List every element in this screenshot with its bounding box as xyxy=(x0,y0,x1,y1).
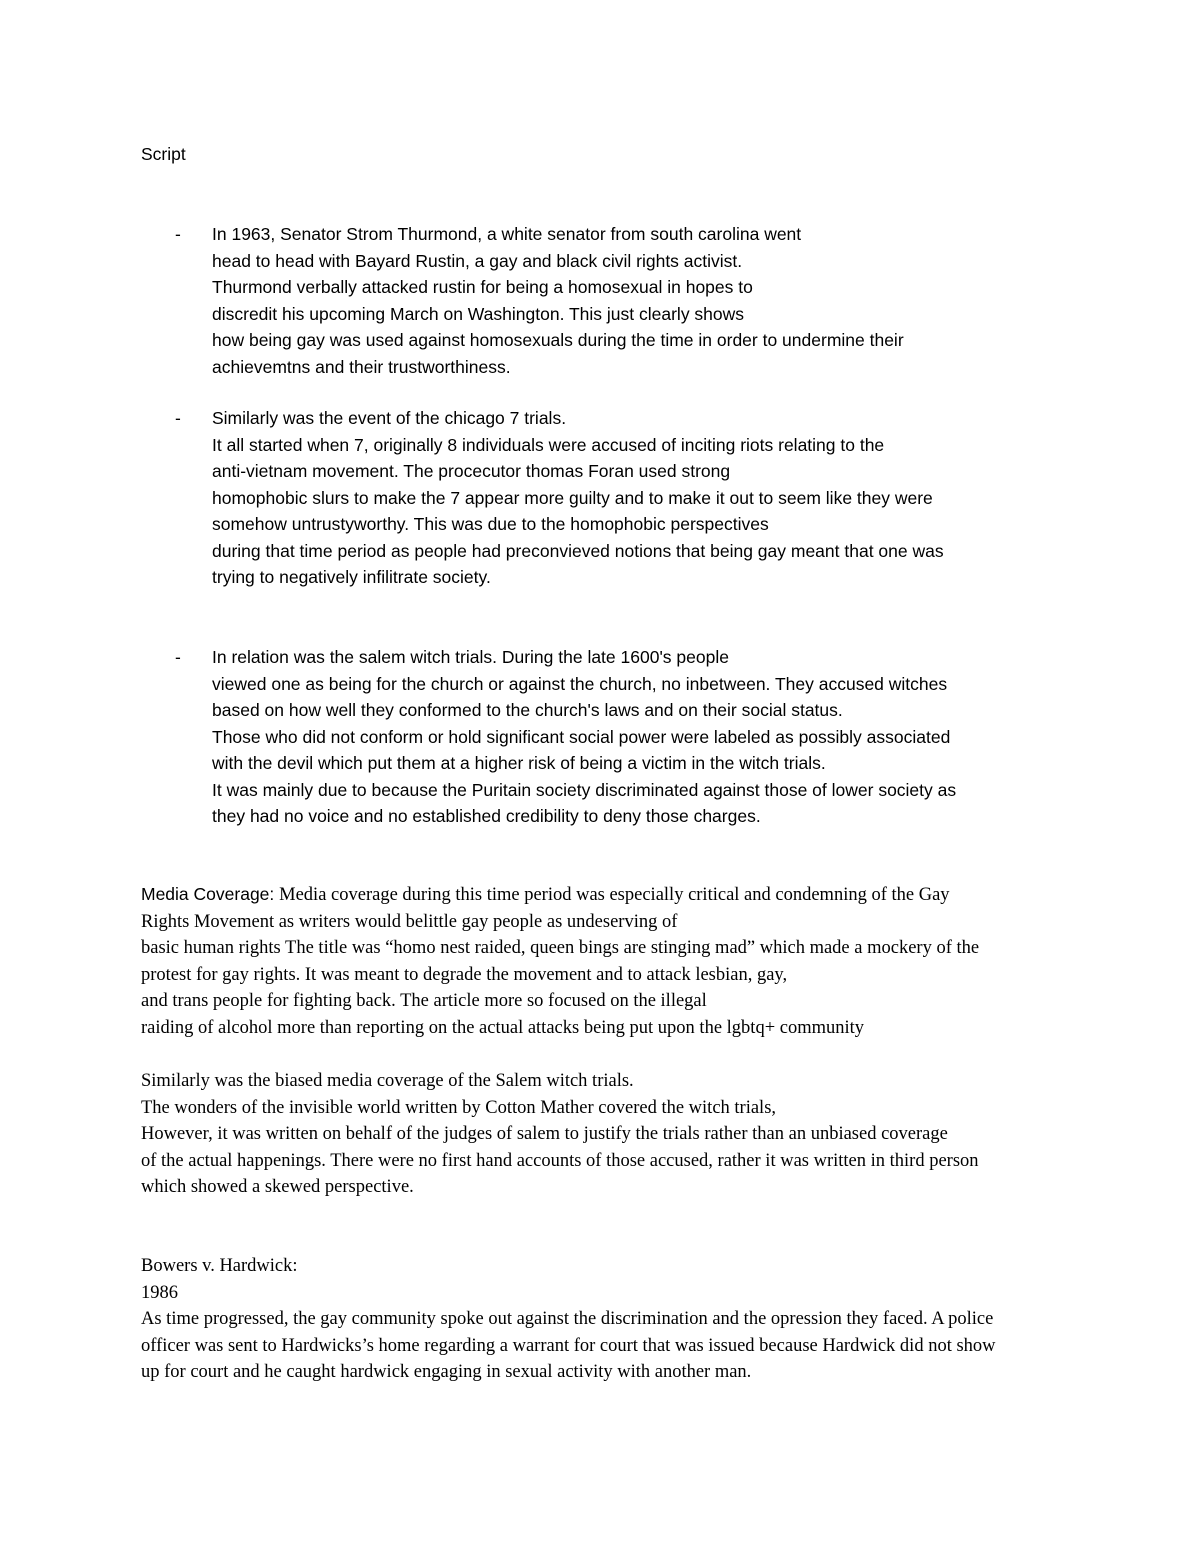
bullet-text xyxy=(212,221,904,380)
salem-media-paragraph xyxy=(141,1068,979,1201)
text-line: trying to negatively infilitrate society. xyxy=(212,567,491,587)
bowers-heading: Bowers v. Hardwick: xyxy=(141,1256,298,1276)
bullet-dash: - xyxy=(175,408,181,428)
text-line: Thurmond verbally attacked rustin for being a homosexual in hopes to xyxy=(212,277,753,297)
text-line: of the actual happenings. There were no first hand accounts of those accused, rather it was written in third person xyxy=(141,1150,979,1171)
text-line: which showed a skewed perspective. xyxy=(141,1177,414,1197)
text-line: anti-vietnam movement. The procecutor thomas Foran used strong xyxy=(212,461,731,481)
bullet-text xyxy=(212,644,956,830)
text-line: achievemtns and their trustworthiness. xyxy=(212,356,511,377)
text-line: It was mainly due to because the Puritain society discriminated against those of lower society as xyxy=(212,779,957,800)
document-title: Script xyxy=(141,144,186,164)
bowers-year: 1986 xyxy=(141,1282,178,1303)
text-line: they had no voice and no established credibility to deny those charges. xyxy=(212,806,761,826)
bullet-text xyxy=(212,405,944,591)
bullet-item-chicago-7 xyxy=(141,405,1141,591)
text-line: Rights Movement as writers would belittle gay people as undeserving of xyxy=(141,911,678,932)
text-line: with the devil which put them at a higher risk of being a victim in the witch trials. xyxy=(212,753,826,773)
text-line: during that time period as people had preconvieved notions that being gay meant that one was xyxy=(212,540,944,561)
text-line: As time progressed, the gay community spoke out against the discrimination and the opression they faced. A police xyxy=(141,1309,994,1329)
media-coverage-text: Media coverage during this time period was especially critical and condemning of the Gay xyxy=(279,885,950,905)
text-line: raiding of alcohol more than reporting on the actual attacks being put upon the lgbtq+ community xyxy=(141,1017,865,1038)
text-line: up for court and he caught hardwick engaging in sexual activity with another man. xyxy=(141,1362,752,1382)
text-line: Similarly was the event of the chicago 7 trials. xyxy=(212,408,567,428)
text-line: somehow untrustyworthy. This was due to the homophobic perspectives xyxy=(212,514,769,534)
bullet-dash: - xyxy=(175,647,181,667)
bowers-section xyxy=(141,1253,996,1386)
bullet-dash: - xyxy=(175,224,181,244)
text-line: officer was sent to Hardwicks’s home regarding a warrant for court that was issued because Hardwick did not show xyxy=(141,1335,996,1356)
text-line: basic human rights The title was “homo nest raided, queen bings are stinging mad” which made a mockery of the xyxy=(141,938,980,958)
text-line: viewed one as being for the church or against the church, no inbetween. They accused witches xyxy=(212,673,948,694)
text-line: Similarly was the biased media coverage of the Salem witch trials. xyxy=(141,1071,634,1091)
text-line: In 1963, Senator Strom Thurmond, a white senator from south carolina went xyxy=(212,224,802,244)
bullet-item-salem xyxy=(141,644,1141,830)
text-line: discredit his upcoming March on Washington. This just clearly shows xyxy=(212,303,745,324)
text-line: It all started when 7, originally 8 individuals were accused of inciting riots relating to the xyxy=(212,434,885,455)
media-coverage-label: Media Coverage: xyxy=(141,884,280,904)
text-line: based on how well they conformed to the church's laws and on their social status. xyxy=(212,700,843,720)
text-line: The wonders of the invisible world written by Cotton Mather covered the witch trials, xyxy=(141,1097,777,1118)
text-line: how being gay was used against homosexuals during the time in order to undermine their xyxy=(212,330,904,350)
media-coverage-paragraph xyxy=(141,881,979,1041)
text-line: homophobic slurs to make the 7 appear more guilty and to make it out to seem like they were xyxy=(212,487,933,508)
text-line: However, it was written on behalf of the judges of salem to justify the trials rather than an unbiased coverage xyxy=(141,1124,948,1144)
text-line xyxy=(141,881,979,909)
bullet-item-thurmond xyxy=(141,221,1141,381)
text-line: Those who did not conform or hold significant social power were labeled as possibly associated xyxy=(212,726,951,747)
text-line: and trans people for fighting back. The article more so focused on the illegal xyxy=(141,991,707,1011)
text-line: protest for gay rights. It was meant to degrade the movement and to attack lesbian, gay, xyxy=(141,964,788,985)
text-line: head to head with Bayard Rustin, a gay and black civil rights activist. xyxy=(212,250,743,271)
text-line: In relation was the salem witch trials. During the late 1600's people xyxy=(212,647,729,667)
